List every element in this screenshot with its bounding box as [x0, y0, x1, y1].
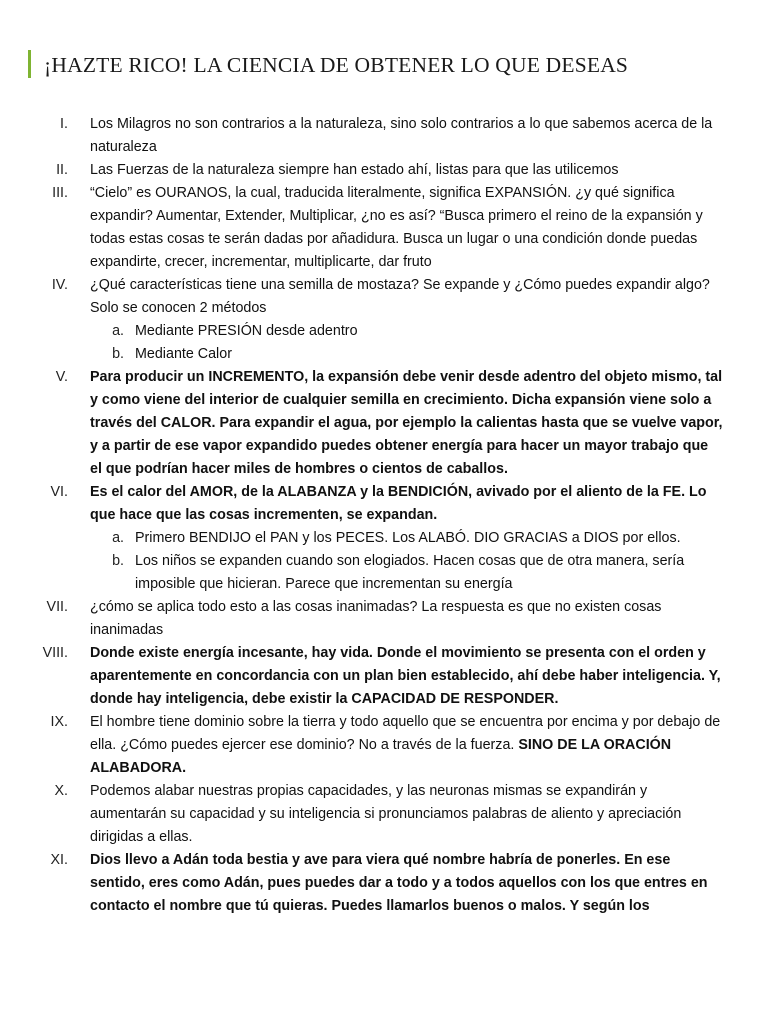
item-text: Podemos alabar nuestras propias capacidades, y las neuronas mismas se expandirán y aumentarán su capacidad y su inteligencia si pronunciamos palabras de aliento y apreciación dirigidas a ellas. — [90, 783, 682, 845]
item-number: V. — [55, 369, 68, 385]
item-text: Dios llevo a Adán toda bestia y ave para viera qué nombre habría de ponerles. En ese sentido, eres como Adán, pues puedes dar a todo y a todos aquellos con los que entres en contacto el nombre que tú quieras. Puedes llamarlos buenos o malos. Y según los — [90, 852, 708, 914]
item-number: VI. — [50, 484, 68, 500]
list-item — [0, 481, 768, 527]
item-number: VII. — [46, 599, 68, 615]
item-text: ¿cómo se aplica todo esto a las cosas inanimadas? La respuesta es que no existen cosas inanimadas — [90, 599, 662, 638]
subitem-letter: a. — [112, 323, 124, 339]
item-number: III. — [52, 185, 68, 201]
item-text: Los Milagros no son contrarios a la naturaleza, sino solo contrarios a lo que sabemos acerca de la naturaleza — [90, 116, 713, 155]
list-item — [0, 849, 768, 918]
subitem-letter: a. — [112, 530, 124, 546]
item-number: VIII. — [42, 645, 68, 661]
list-item — [0, 182, 768, 274]
list-item — [0, 366, 768, 481]
subitem-text: Primero BENDIJO el PAN y los PECES. Los ALABÓ. DIO GRACIAS a DIOS por ellos. — [135, 530, 681, 546]
list-item — [0, 159, 768, 182]
item-number: IX. — [50, 714, 68, 730]
sub-list-item — [0, 550, 768, 596]
list-item — [0, 274, 768, 320]
item-number: XI. — [50, 852, 68, 868]
subitem-letter: b. — [112, 346, 124, 362]
list-item — [0, 711, 768, 780]
document-title: ¡HAZTE RICO! LA CIENCIA DE OBTENER LO QUE DESEAS — [44, 53, 629, 77]
sub-list-item — [0, 343, 768, 366]
item-number: II. — [56, 162, 68, 178]
list-item — [0, 780, 768, 849]
item-text: ¿Qué características tiene una semilla de mostaza? Se expande y ¿Cómo puedes expandir algo? Solo se conocen 2 métodos — [90, 277, 710, 316]
item-text: Es el calor del AMOR, de la ALABANZA y la BENDICIÓN, avivado por el aliento de la FE. Lo que hace que las cosas incrementen, se expandan. — [90, 484, 707, 523]
list-item — [0, 642, 768, 711]
subitem-text: Los niños se expanden cuando son elogiados. Hacen cosas que de otra manera, sería imposible que hicieran. Parece que incrementan su energía — [135, 553, 685, 592]
item-text: Donde existe energía incesante, hay vida. Donde el movimiento se presenta con el orden y aparentemente en concordancia con un plan bien establecido, ahí debe haber inteligencia. Y, donde hay inteligencia, debe existir la CAPACIDAD DE RESPONDER. — [90, 645, 721, 707]
item-text: Las Fuerzas de la naturaleza siempre han estado ahí, listas para que las utilicemos — [90, 162, 619, 178]
numbered-list — [0, 113, 768, 918]
item-text: “Cielo” es OURANOS, la cual, traducida literalmente, significa EXPANSIÓN. ¿y qué significa expandir? Aumentar, Extender, Multiplicar, ¿no es así? “Busca primero el reino de la expansión y todas estas cosas te serán dadas por añadidura. Busca un lugar o una condición donde puedas expandirte, crecer, incrementar, multiplicarte, dar fruto — [90, 185, 703, 270]
title-accent-bar — [28, 50, 31, 78]
list-item — [0, 113, 768, 159]
item-number: I. — [60, 116, 68, 132]
subitem-letter: b. — [112, 553, 124, 569]
item-text: Para producir un INCREMENTO, la expansión debe venir desde adentro del objeto mismo, tal y como viene del interior de cualquier semilla en crecimiento. Dicha expansión viene solo a través del CALOR. Para expandir el agua, por ejemplo la calientas hasta que se vuelve vapor, y a partir de ese vapor expandido puedes obtener energía para hacer un mayor trabajo que el que podrían hacer miles de hombres o cientos de caballos. — [90, 369, 723, 477]
subitem-text: Mediante PRESIÓN desde adentro — [135, 323, 358, 339]
item-number: IV. — [51, 277, 68, 293]
list-item — [0, 596, 768, 642]
sub-list-item — [0, 527, 768, 550]
item-text: El hombre tiene dominio sobre la tierra y todo aquello que se encuentra por encima y por debajo de ella. ¿Cómo puedes ejercer ese dominio? No a través de la fuerza. — [90, 714, 721, 753]
sub-list-item — [0, 320, 768, 343]
subitem-text: Mediante Calor — [135, 346, 232, 362]
item-bold-text: SINO DE LA ORACIÓN ALABADORA. — [90, 737, 672, 776]
item-number: X. — [54, 783, 68, 799]
